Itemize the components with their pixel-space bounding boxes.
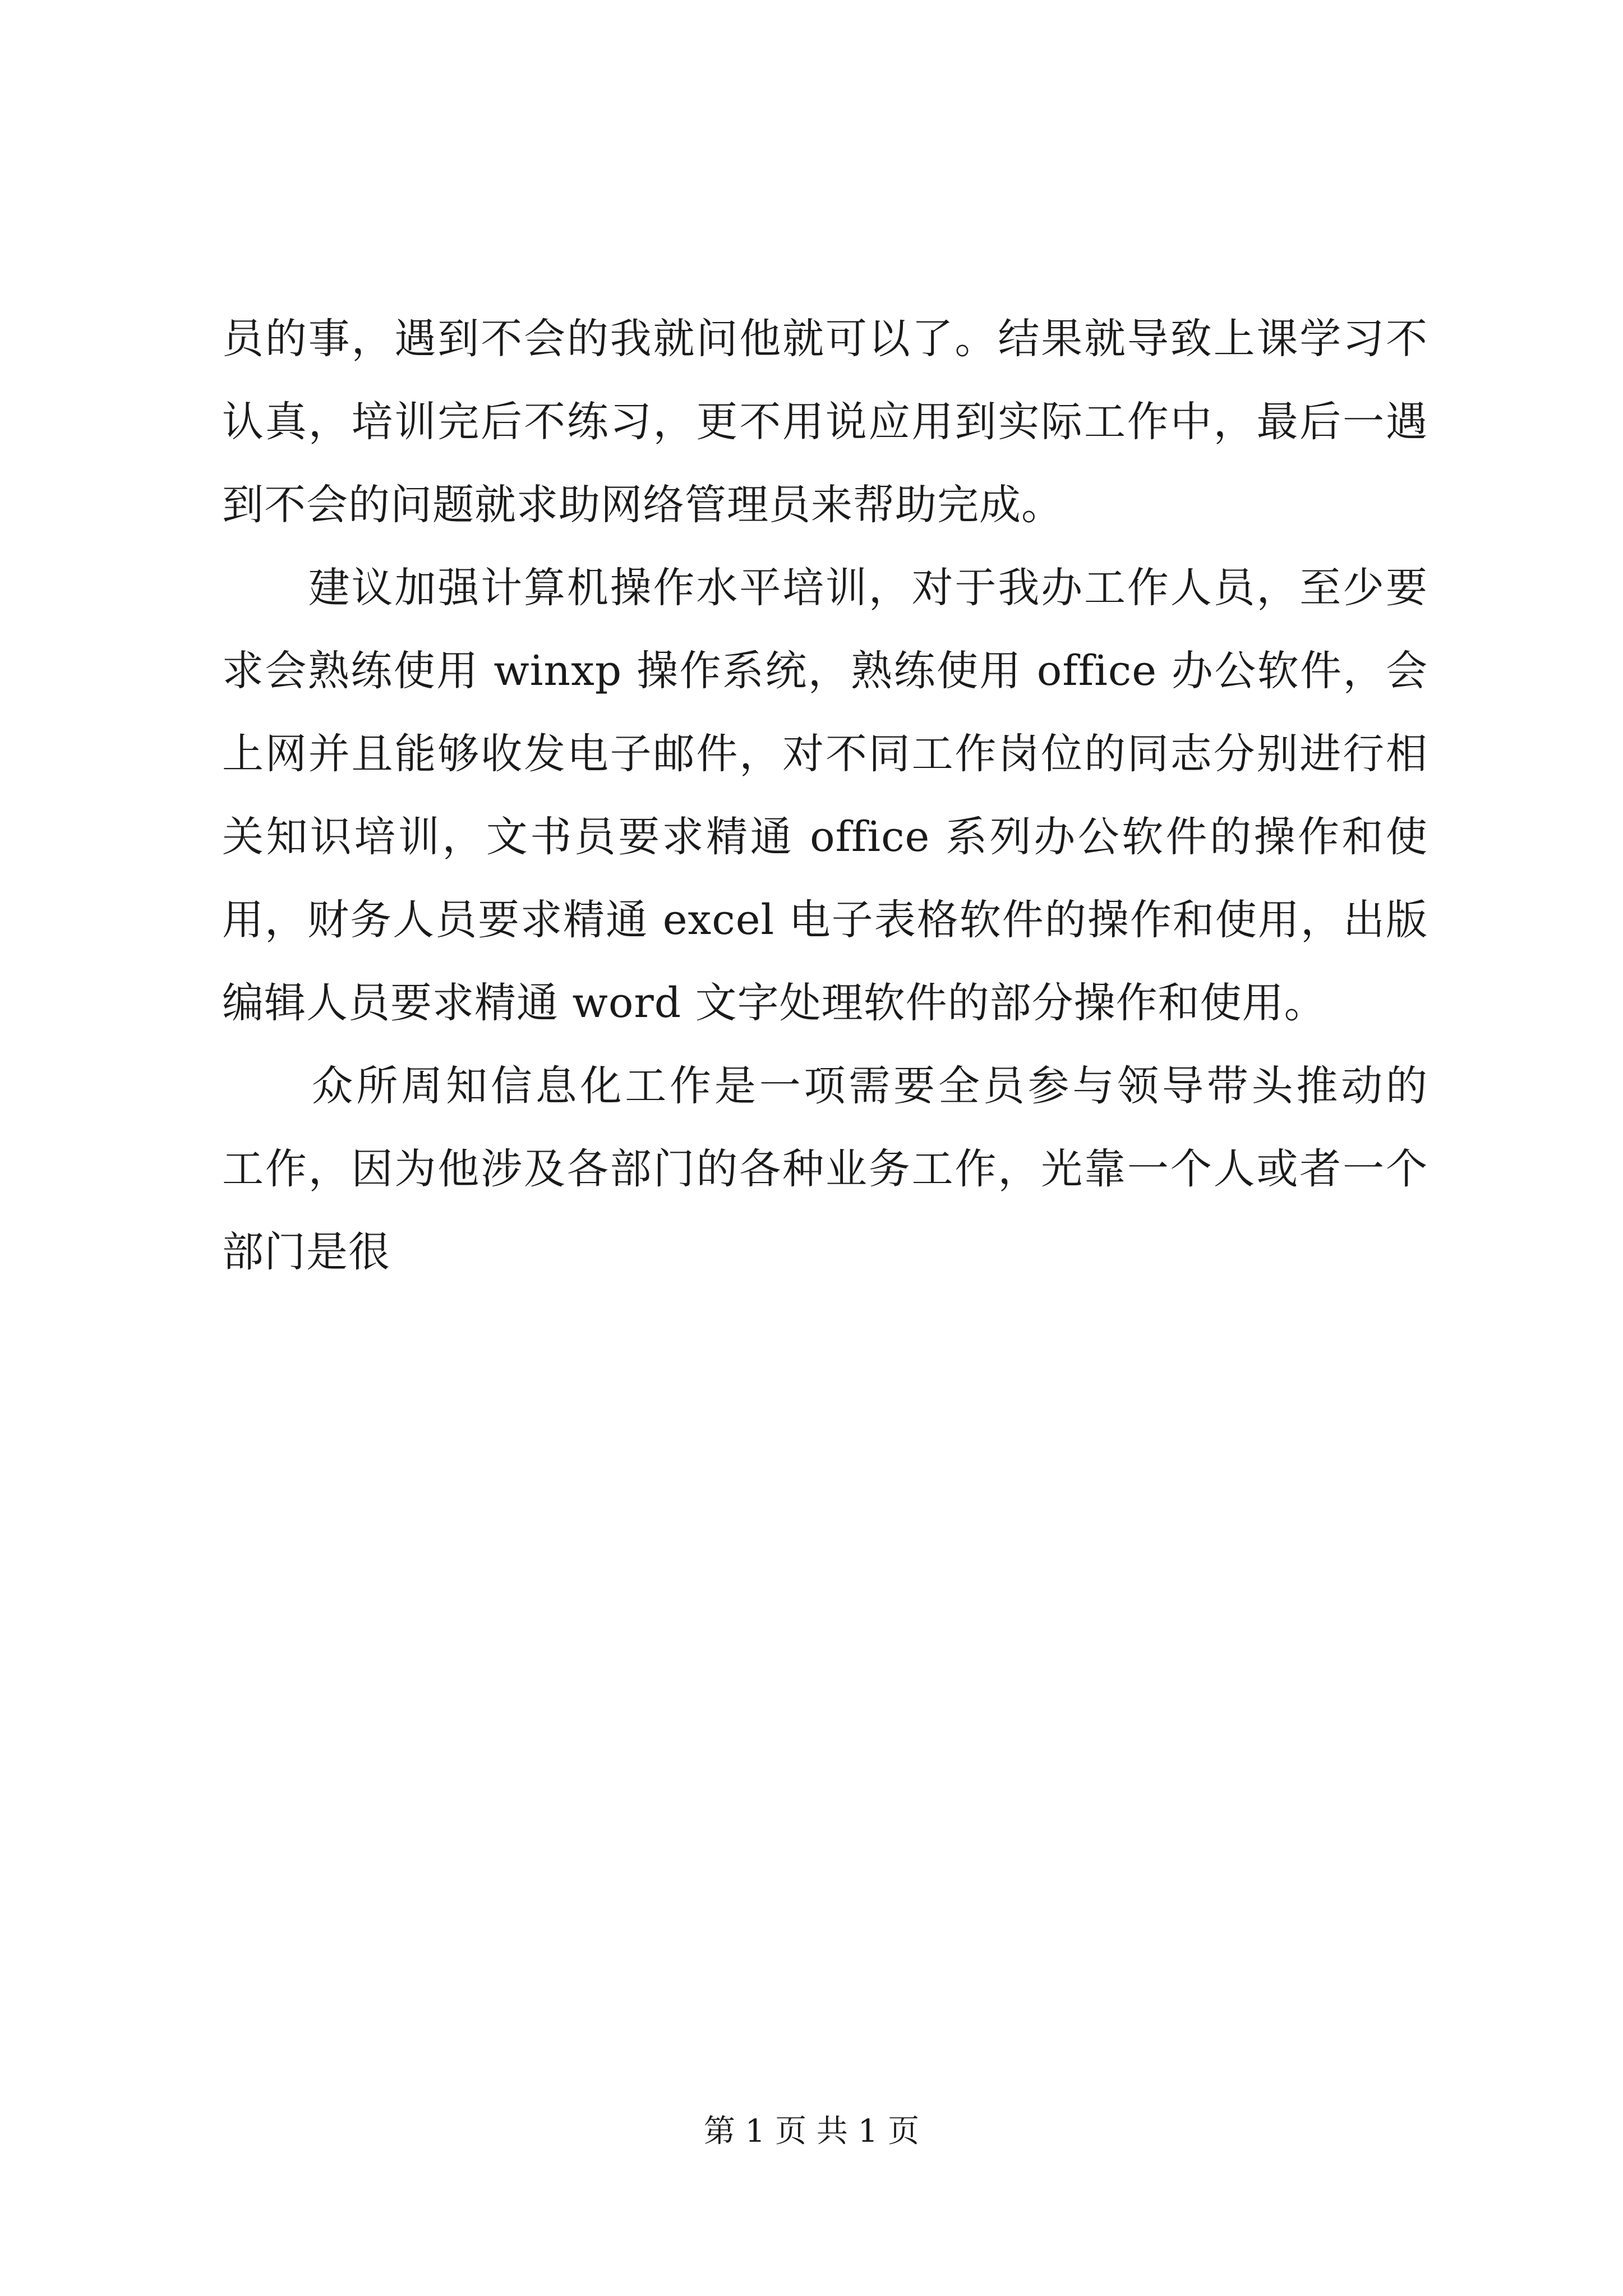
document-body [222, 297, 1428, 1294]
text-line: 求会熟练使用 winxp 操作系统，熟练使用 office 办公软件，会 [222, 647, 1428, 695]
text-line: 众所周知信息化工作是一项需要全员参与领导带头推动的 [222, 1062, 1428, 1110]
text-line: 到不会的问题就求助网络管理员来帮助完成。 [222, 481, 1063, 529]
text-line: 上网并且能够收发电子邮件，对不同工作岗位的同志分别进行相 [222, 730, 1428, 778]
text-line: 编辑人员要求精通 word 文字处理软件的部分操作和使用。 [222, 979, 1326, 1027]
text-line: 部门是很 [222, 1228, 390, 1276]
text-line: 认真，培训完后不练习，更不用说应用到实际工作中，最后一遇 [222, 398, 1428, 446]
text-line: 员的事，遇到不会的我就问他就可以了。结果就导致上课学习不 [222, 315, 1428, 363]
text-line: 工作，因为他涉及各部门的各种业务工作，光靠一个人或者一个 [222, 1145, 1428, 1193]
page-number-label: 第 1 页 共 1 页 [703, 2113, 920, 2150]
text-line: 用，财务人员要求精通 excel 电子表格软件的操作和使用，出版 [222, 896, 1428, 944]
text-line: 关知识培训，文书员要求精通 office 系列办公软件的操作和使 [222, 813, 1428, 861]
page-footer [0, 2109, 1623, 2154]
text-line: 建议加强计算机操作水平培训，对于我办工作人员，至少要 [222, 564, 1428, 612]
